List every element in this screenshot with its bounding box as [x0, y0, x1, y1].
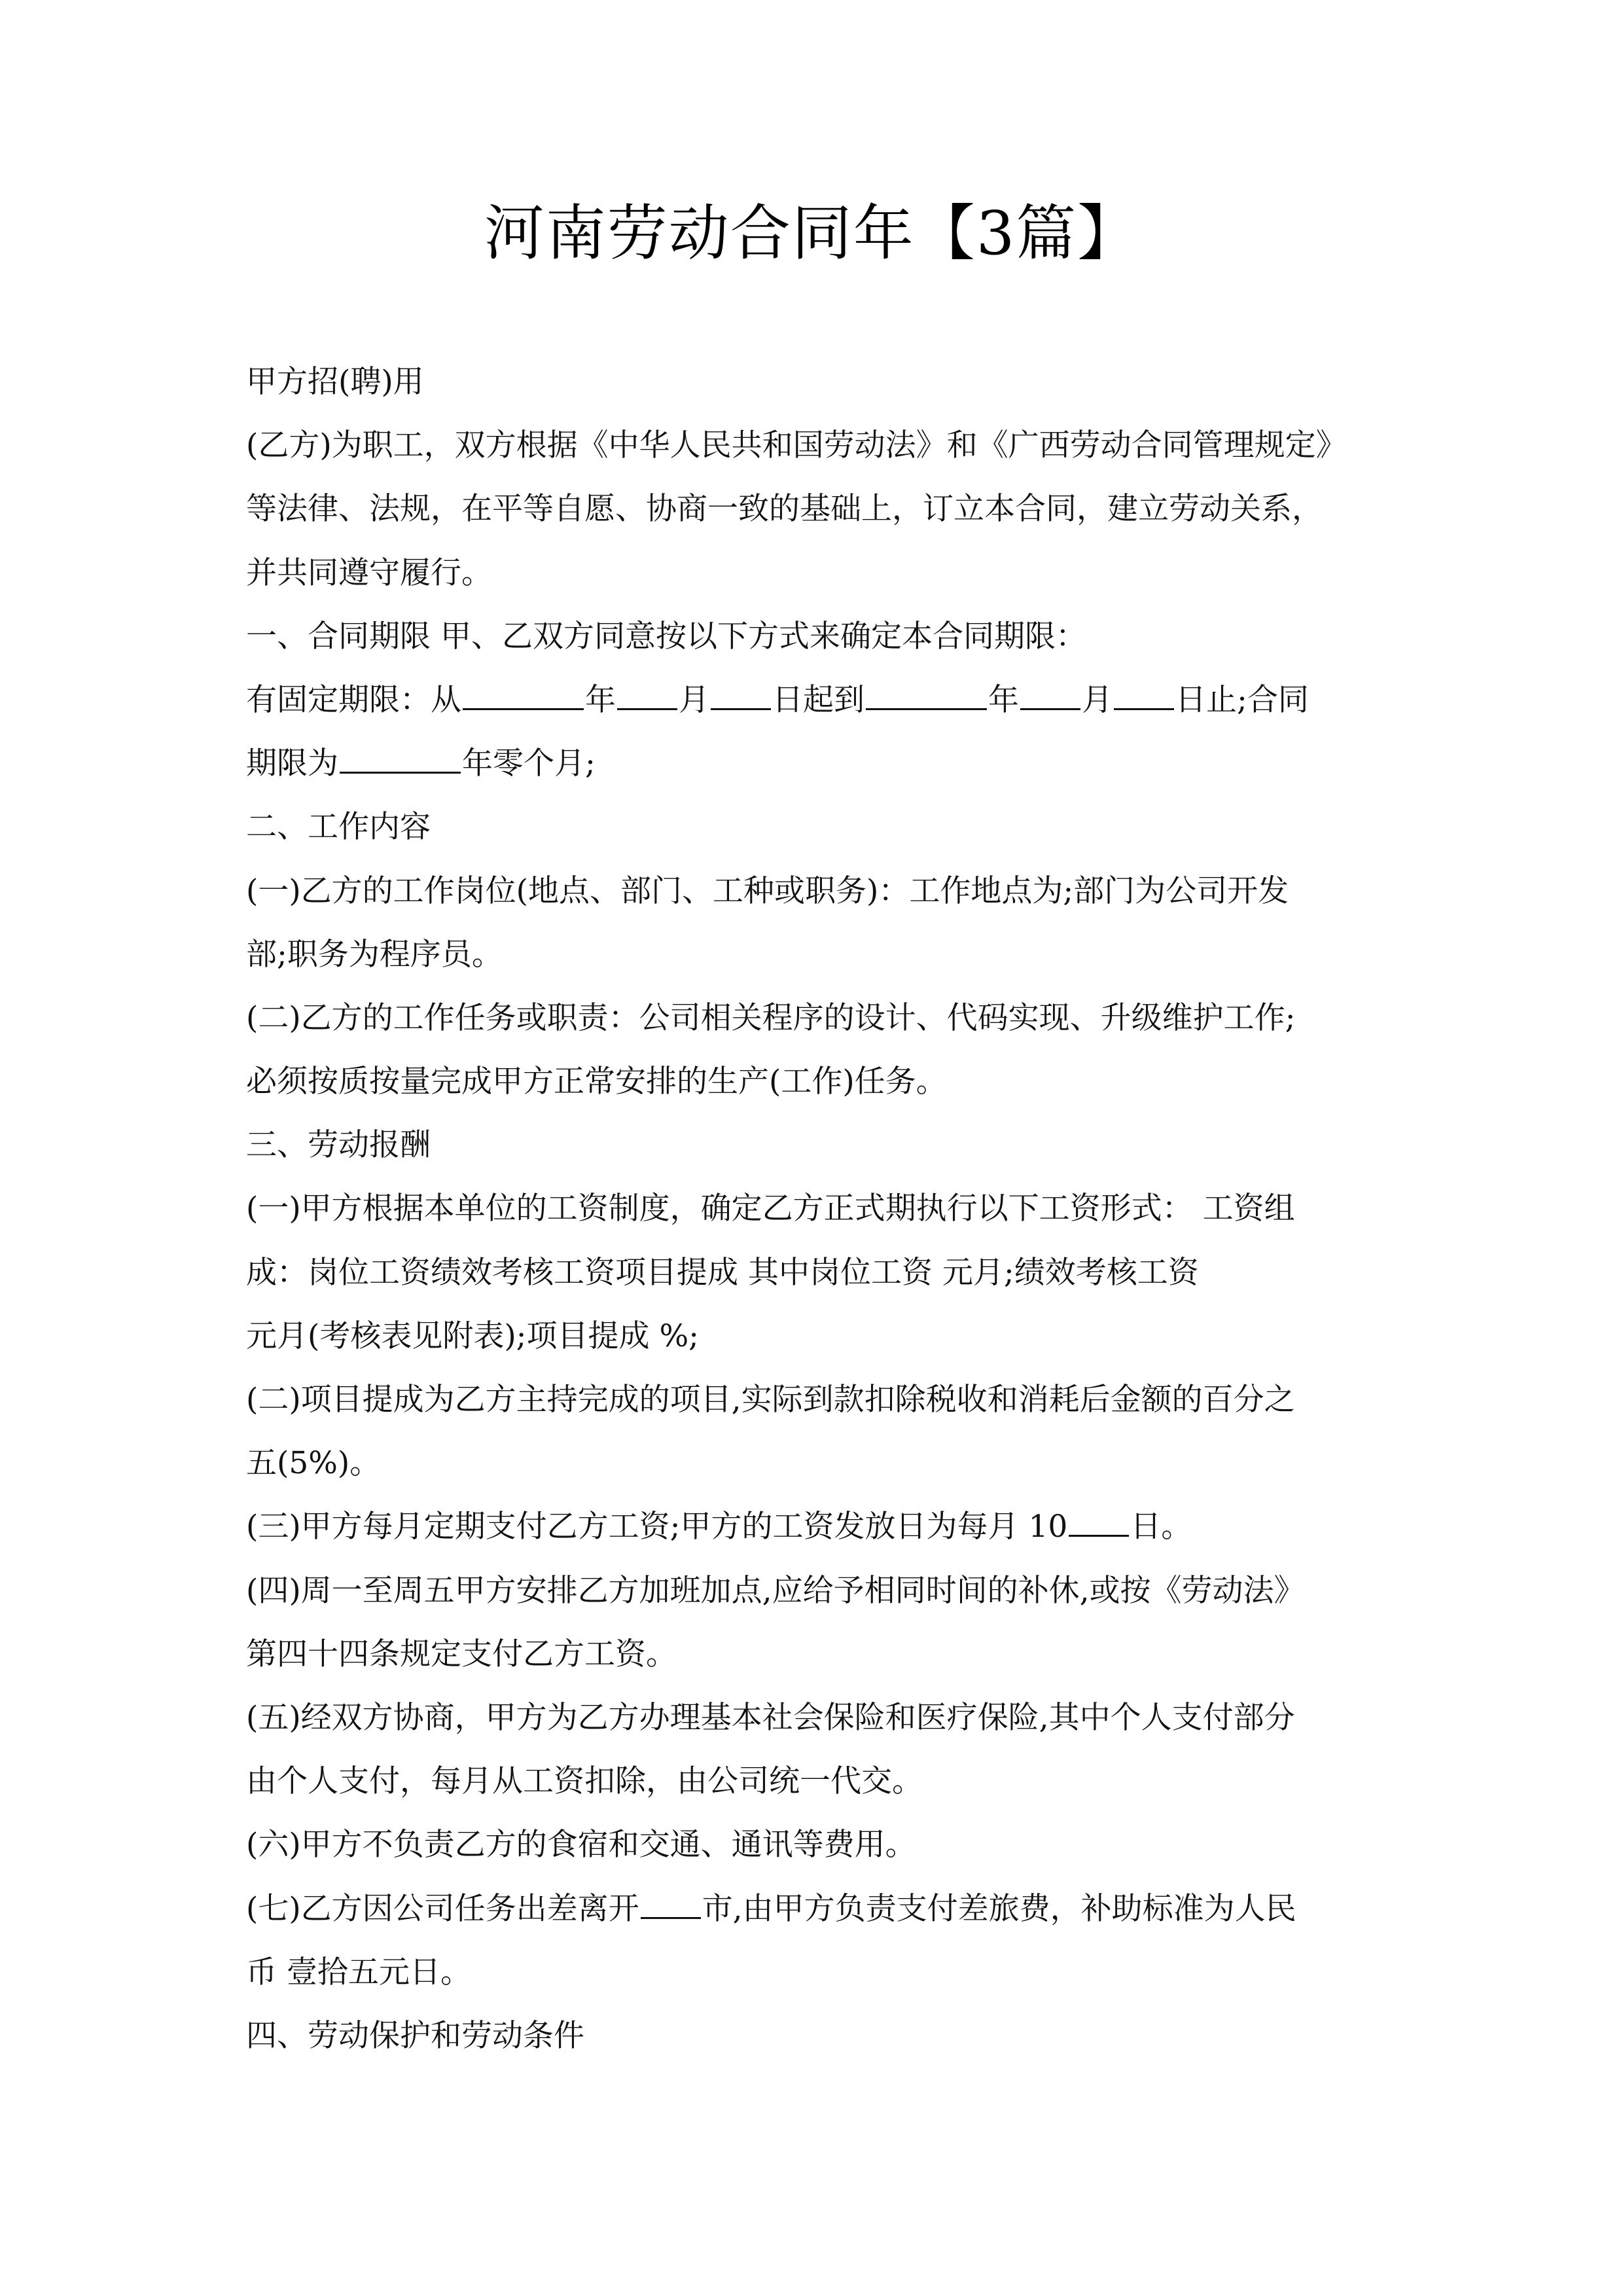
- blank-term-years[interactable]: [340, 745, 461, 774]
- section-heading-labor-protection: [246, 2004, 1385, 2068]
- paragraph-line: [246, 477, 1385, 541]
- paragraph-line: [246, 1623, 1385, 1686]
- paragraph-line: [246, 986, 1385, 1050]
- term-length-line: [246, 732, 1385, 795]
- blank-end-month[interactable]: [1020, 682, 1080, 710]
- blank-end-day[interactable]: [1114, 682, 1174, 710]
- text: 月: [679, 681, 709, 718]
- text: (五)经双方协商，甲方为乙方办理基本社会保险和医疗保险,其中个人支付部分: [246, 1699, 1295, 1736]
- text: (三)甲方每月定期支付乙方工资;甲方的工资发放日为每月 10: [246, 1509, 1068, 1545]
- text: 元月(考核表见附表);项目提成 %;: [246, 1318, 699, 1354]
- paragraph-line: [246, 350, 1385, 414]
- text: 第四十四条规定支付乙方工资。: [246, 1636, 677, 1672]
- text: 二、工作内容: [246, 809, 431, 846]
- text: (四)周一至周五甲方安排乙方加班加点,应给予相同时间的补休,或按《劳动法》: [246, 1572, 1305, 1609]
- text: 部;职务为程序员。: [246, 936, 503, 973]
- paragraph-line: [246, 1241, 1385, 1304]
- text: 有固定期限：从: [246, 681, 461, 718]
- text: (二)项目提成为乙方主持完成的项目,实际到款扣除税收和消耗后金额的百分之: [246, 1382, 1295, 1418]
- paragraph-line: [246, 1177, 1385, 1240]
- blank-start-month[interactable]: [617, 682, 677, 710]
- text: (二)乙方的工作任务或职责：公司相关程序的设计、代码实现、升级维护工作;: [246, 999, 1296, 1036]
- paragraph-line: [246, 414, 1385, 477]
- payday-line: [246, 1495, 1385, 1558]
- text: 月: [1082, 681, 1113, 718]
- text: 三、劳动报酬: [246, 1127, 431, 1164]
- paragraph-line: [246, 1813, 1385, 1876]
- text: 一、合同期限 甲、乙双方同意按以下方式来确定本合同期限：: [246, 618, 1086, 655]
- text: 日起到: [772, 681, 865, 718]
- business-trip-line: [246, 1877, 1385, 1941]
- text: (乙方)为职工，双方根据《中华人民共和国劳动法》和《广西劳动合同管理规定》: [246, 427, 1347, 464]
- text: 年零个月;: [462, 745, 596, 782]
- text: 日止;合同: [1175, 681, 1309, 718]
- text: 成：岗位工资绩效考核工资项目提成 其中岗位工资 元月;绩效考核工资: [246, 1254, 1199, 1291]
- text: 五(5%)。: [246, 1445, 381, 1482]
- document-body: [246, 350, 1385, 2068]
- paragraph-line: [246, 923, 1385, 986]
- text: 年: [988, 681, 1019, 718]
- text: (一)甲方根据本单位的工资制度，确定乙方正式期执行以下工资形式： 工资组: [246, 1191, 1295, 1227]
- paragraph-line: [246, 1686, 1385, 1749]
- text: 并共同遵守履行。: [246, 554, 492, 591]
- paragraph-line: [246, 1304, 1385, 1368]
- blank-city[interactable]: [641, 1891, 701, 1919]
- text: 由个人支付，每月从工资扣除，由公司统一代交。: [246, 1763, 923, 1800]
- paragraph-line: [246, 1368, 1385, 1431]
- text: 必须按质按量完成甲方正常安排的生产(工作)任务。: [246, 1064, 947, 1100]
- document-title: 河南劳动合同年【3篇】: [484, 198, 1139, 268]
- section-heading-work-content: [246, 795, 1385, 859]
- text: (七)乙方因公司任务出差离开: [246, 1890, 639, 1927]
- fixed-term-line: [246, 668, 1385, 732]
- text: 期限为: [246, 745, 338, 782]
- section-heading-remuneration: [246, 1113, 1385, 1177]
- paragraph-line: [246, 541, 1385, 605]
- text: 四、劳动保护和劳动条件: [246, 2017, 584, 2054]
- paragraph-line: [246, 1749, 1385, 1813]
- blank-end-year[interactable]: [866, 682, 987, 710]
- paragraph-line: [246, 1559, 1385, 1623]
- text: 币 壹拾五元日。: [246, 1954, 471, 1990]
- section-heading-contract-term: [246, 605, 1385, 668]
- text: 年: [585, 681, 616, 718]
- blank-start-day[interactable]: [711, 682, 771, 710]
- paragraph-line: [246, 1431, 1385, 1495]
- text: 等法律、法规，在平等自愿、协商一致的基础上，订立本合同，建立劳动关系，: [246, 491, 1323, 528]
- blank-payday[interactable]: [1069, 1509, 1129, 1537]
- text: (六)甲方不负责乙方的食宿和交通、通讯等费用。: [246, 1827, 916, 1863]
- text: 甲方招(聘)用: [246, 364, 424, 400]
- blank-start-year[interactable]: [463, 682, 584, 710]
- text: 日。: [1130, 1509, 1192, 1545]
- paragraph-line: [246, 859, 1385, 923]
- paragraph-line: [246, 1941, 1385, 2004]
- paragraph-line: [246, 1050, 1385, 1113]
- text: (一)乙方的工作岗位(地点、部门、工种或职务)：工作地点为;部门为公司开发: [246, 872, 1289, 909]
- text: 市,由甲方负责支付差旅费，补助标准为人民: [702, 1890, 1296, 1927]
